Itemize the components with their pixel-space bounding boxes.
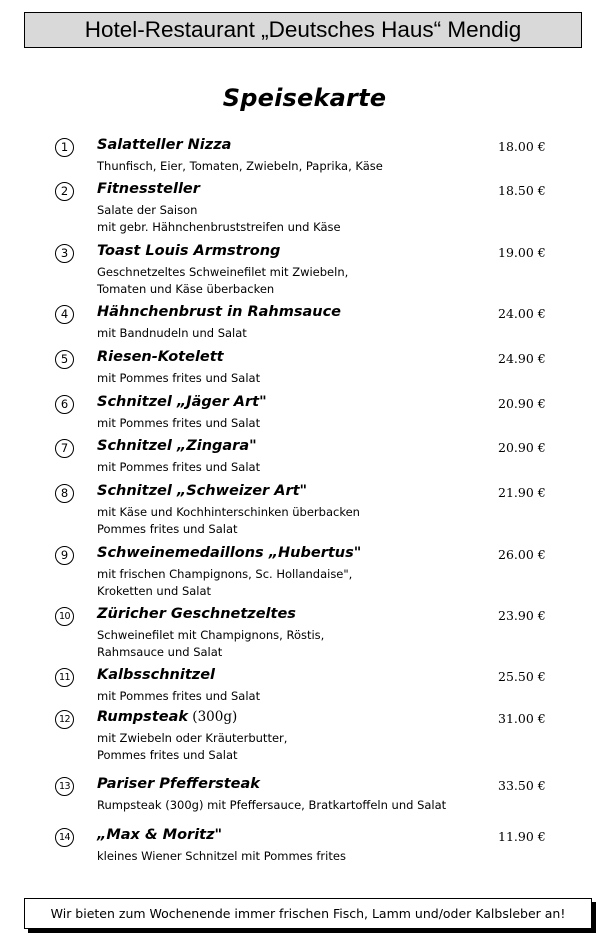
item-name-line	[97, 438, 257, 454]
item-name-line	[97, 709, 237, 725]
item-number-badge	[55, 182, 74, 201]
item-name: Salatteller Nizza	[97, 137, 232, 153]
item-description	[97, 504, 360, 537]
item-description-line: mit Zwiebeln oder Kräuterbutter,	[97, 731, 288, 745]
item-description	[97, 202, 341, 235]
item-description-line: mit Käse und Kochhinterschinken überbacken	[97, 505, 360, 519]
item-name: „Max & Moritz"	[97, 827, 223, 843]
item-number: 13	[59, 780, 70, 792]
item-price: 33.50 €	[498, 778, 546, 793]
item-description-line: mit Pommes frites und Salat	[97, 460, 261, 474]
item-number-badge	[55, 828, 74, 847]
item-name-line	[97, 606, 296, 622]
header-title-box	[24, 12, 582, 48]
item-price: 20.90 €	[498, 440, 546, 455]
item-name: Schnitzel „Schweizer Art"	[97, 483, 308, 499]
item-description-line: mit frischen Champignons, Sc. Hollandaise",	[97, 567, 353, 581]
item-number-badge	[55, 395, 74, 414]
item-name: Züricher Geschnetzeltes	[97, 606, 296, 622]
item-description-line: mit gebr. Hähnchenbruststreifen und Käse	[97, 219, 341, 234]
item-description	[97, 848, 346, 865]
item-description	[97, 797, 446, 814]
item-name: Rumpsteak	[97, 709, 189, 725]
item-name-line	[97, 545, 361, 561]
item-description	[97, 459, 260, 476]
item-price: 18.50 €	[498, 183, 546, 198]
item-price: 25.50 €	[498, 669, 546, 684]
item-number-badge	[55, 668, 74, 687]
footer-note: Wir bieten zum Wochenende immer frischen Fisch, Lamm und/oder Kalbsleber an!	[50, 906, 566, 921]
item-number-badge	[55, 546, 74, 565]
menu-title: Speisekarte	[222, 84, 387, 112]
item-number: 12	[59, 713, 70, 725]
item-name: Fitnessteller	[97, 181, 200, 197]
item-number: 10	[59, 610, 70, 622]
item-number: 8	[60, 485, 69, 500]
item-description	[97, 370, 260, 387]
item-description	[97, 158, 383, 175]
item-description-line: mit Pommes frites und Salat	[97, 416, 261, 430]
item-name-line	[97, 137, 231, 153]
item-price: 26.00 €	[498, 547, 546, 562]
item-price: 19.00 €	[498, 245, 546, 260]
item-description	[97, 730, 287, 763]
item-name-line	[97, 827, 222, 843]
item-price: 11.90 €	[498, 829, 546, 844]
item-name-line	[97, 394, 267, 410]
item-name: Schweinemedaillons „Hubertus"	[97, 545, 362, 561]
item-description	[97, 627, 324, 660]
item-description	[97, 566, 352, 599]
item-price: 18.00 €	[498, 139, 546, 154]
item-description-line: Thunfisch, Eier, Tomaten, Zwiebeln, Paprika, Käse	[97, 159, 383, 173]
item-description-line: kleines Wiener Schnitzel mit Pommes frites	[97, 849, 346, 863]
item-number-badge	[55, 305, 74, 324]
item-name-line	[97, 776, 260, 792]
item-description-line: mit Pommes frites und Salat	[97, 371, 261, 385]
item-description-line: Tomaten und Käse überbacken	[97, 281, 275, 296]
item-name: Riesen-Kotelett	[97, 349, 224, 365]
item-number: 7	[60, 440, 69, 455]
item-number: 11	[59, 671, 70, 683]
item-number: 4	[60, 306, 69, 321]
item-description-line: Rahmsauce und Salat	[97, 644, 223, 659]
item-number: 1	[60, 139, 69, 154]
item-name-line	[97, 304, 341, 320]
item-description	[97, 415, 260, 432]
item-name: Pariser Pfeffersteak	[97, 776, 260, 792]
item-name-line	[97, 483, 307, 499]
item-number: 9	[60, 547, 69, 562]
item-name-suffix: (300g)	[188, 709, 238, 725]
item-description-line: Rumpsteak (300g) mit Pfeffersauce, Bratkartoffeln und Salat	[97, 798, 447, 812]
item-description-line: Kroketten und Salat	[97, 583, 212, 598]
item-name-line	[97, 667, 215, 683]
item-description-line: mit Bandnudeln und Salat	[97, 326, 247, 340]
item-number-badge	[55, 138, 74, 157]
item-description-line: Geschnetzeltes Schweinefilet mit Zwiebeln,	[97, 265, 349, 279]
item-number-badge	[55, 607, 74, 626]
item-number-badge	[55, 350, 74, 369]
item-price: 20.90 €	[498, 396, 546, 411]
item-description	[97, 688, 260, 705]
item-name: Schnitzel „Zingara"	[97, 438, 257, 454]
item-price: 23.90 €	[498, 608, 546, 623]
item-description-line: Pommes frites und Salat	[97, 747, 238, 762]
item-number: 3	[60, 245, 69, 260]
item-name-line	[97, 181, 200, 197]
item-name: Schnitzel „Jäger Art"	[97, 394, 267, 410]
footer-note-box	[24, 898, 592, 929]
item-description-line: Schweinefilet mit Champignons, Röstis,	[97, 628, 325, 642]
item-name: Hähnchenbrust in Rahmsauce	[97, 304, 341, 320]
item-description-line: Salate der Saison	[97, 203, 198, 217]
item-number-badge	[55, 244, 74, 263]
restaurant-title: Hotel-Restaurant „Deutsches Haus“ Mendig	[84, 17, 522, 42]
item-name: Kalbsschnitzel	[97, 667, 216, 683]
item-price: 21.90 €	[498, 485, 546, 500]
item-number-badge	[55, 484, 74, 503]
item-name: Toast Louis Armstrong	[97, 243, 281, 259]
item-number: 2	[60, 183, 69, 198]
item-price: 24.00 €	[498, 306, 546, 321]
item-description-line: mit Pommes frites und Salat	[97, 689, 261, 703]
item-name-line	[97, 349, 224, 365]
item-number: 6	[60, 396, 69, 411]
item-name-line	[97, 243, 280, 259]
item-number-badge	[55, 710, 74, 729]
item-number: 14	[59, 831, 70, 843]
item-number: 5	[60, 351, 69, 366]
item-description-line: Pommes frites und Salat	[97, 521, 238, 536]
item-number-badge	[55, 439, 74, 458]
item-price: 24.90 €	[498, 351, 546, 366]
item-description	[97, 325, 247, 342]
item-price: 31.00 €	[498, 711, 546, 726]
item-number-badge	[55, 777, 74, 796]
item-description	[97, 264, 348, 297]
